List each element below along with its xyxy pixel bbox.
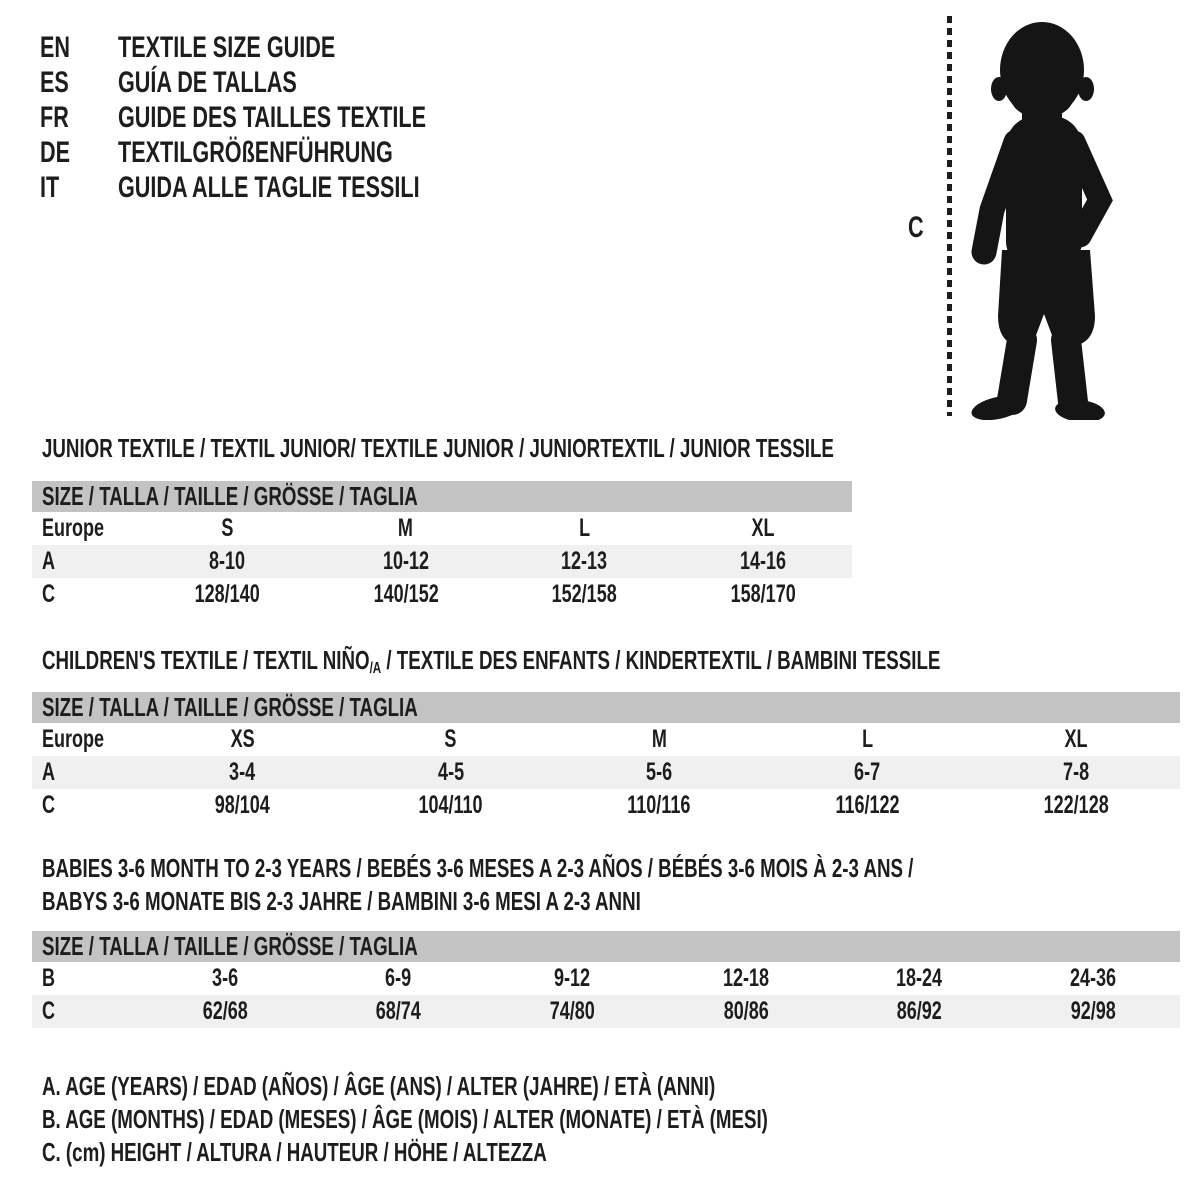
size-cell: 3-4 (229, 758, 256, 786)
height-measure-label: C (908, 211, 924, 244)
legend-line-a: A. AGE (YEARS) / EDAD (AÑOS) / ÂGE (ANS) / ALTER (JAHRE) / ETÀ (ANNI) (42, 1071, 716, 1101)
language-code: EN (40, 30, 71, 64)
table-row (32, 545, 852, 578)
guide-title-it: GUIDA ALLE TAGLIE TESSILI (118, 170, 420, 204)
size-cell: 62/68 (202, 997, 248, 1025)
size-cell: 10-12 (382, 547, 429, 575)
size-cell: L (578, 514, 590, 542)
guide-title-fr: GUIDE DES TAILLES TEXTILE (118, 100, 427, 134)
size-cell: 6-9 (385, 964, 412, 992)
height-measure-line (947, 16, 952, 416)
size-cell: S (221, 514, 234, 542)
size-cell: 12-18 (722, 964, 769, 992)
row-label: C (42, 997, 56, 1025)
language-code: FR (40, 100, 69, 134)
size-cell: 80/86 (723, 997, 769, 1025)
table-row (32, 723, 1180, 756)
toddler-silhouette-icon (962, 10, 1140, 420)
size-cell: 5-6 (645, 758, 672, 786)
legend (42, 1070, 1050, 1169)
size-cell: 152/158 (551, 580, 617, 608)
legend-line-c: C. (cm) HEIGHT / ALTURA / HAUTEUR / HÖHE / ALTEZZA (42, 1137, 547, 1167)
size-cell: 158/170 (730, 580, 796, 608)
size-cell: 116/122 (835, 791, 900, 819)
row-label: C (42, 791, 56, 819)
size-cell: S (444, 725, 457, 753)
size-cell: 92/98 (1070, 997, 1116, 1025)
babies-size-table (32, 962, 1180, 1028)
row-label: A (42, 758, 56, 786)
size-cell: XL (1064, 725, 1088, 753)
size-cell: 98/104 (214, 791, 270, 819)
table-row (32, 789, 1180, 822)
table-row (32, 512, 852, 545)
size-cell: 110/116 (627, 791, 691, 819)
language-row-fr (40, 100, 546, 135)
children-size-header-bar: SIZE / TALLA / TAILLE / GRÖSSE / TAGLIA (32, 692, 1180, 723)
babies-size-header-bar: SIZE / TALLA / TAILLE / GRÖSSE / TAGLIA (32, 931, 1180, 962)
children-size-table (32, 723, 1180, 822)
size-cell: 6-7 (854, 758, 881, 786)
size-cell: XS (230, 725, 255, 753)
table-row (32, 756, 1180, 789)
size-cell: 140/152 (373, 580, 439, 608)
size-cell: L (861, 725, 873, 753)
size-cell: 86/92 (896, 997, 942, 1025)
row-label: C (42, 580, 56, 608)
language-row-de (40, 135, 546, 170)
size-cell: 18-24 (896, 964, 943, 992)
size-cell: 104/110 (418, 791, 483, 819)
size-cell: 7-8 (1062, 758, 1089, 786)
babies-section-title (42, 852, 1200, 918)
language-row-es (40, 65, 546, 100)
language-row-en (40, 30, 546, 65)
legend-line-b: B. AGE (MONTHS) / EDAD (MESES) / ÂGE (MOIS) / ALTER (MONATE) / ETÀ (MESI) (42, 1104, 768, 1134)
children-section-title: CHILDREN'S TEXTILE / TEXTIL NIÑO/A / TEXTILE DES ENFANTS / KINDERTEXTIL / BAMBINI TESSILE (42, 645, 941, 678)
junior-size-table (32, 512, 852, 611)
size-cell: 4-5 (437, 758, 464, 786)
guide-title-es: GUÍA DE TALLAS (118, 65, 297, 99)
nino-a-subscript: /A (369, 659, 382, 678)
size-cell: XL (751, 514, 775, 542)
row-label: Europe (42, 725, 105, 753)
table-row (32, 995, 1180, 1028)
language-row-it (40, 170, 546, 205)
size-cell: 12-13 (561, 547, 608, 575)
row-label: B (42, 964, 56, 992)
row-label: A (42, 547, 56, 575)
size-cell: M (398, 514, 414, 542)
table-row (32, 962, 1180, 995)
junior-section-title: JUNIOR TEXTILE / TEXTIL JUNIOR/ TEXTILE JUNIOR / JUNIORTEXTIL / JUNIOR TESSILE (42, 433, 834, 463)
babies-title-line1: BABIES 3-6 MONTH TO 2-3 YEARS / BEBÉS 3-6 MESES A 2-3 AÑOS / BÉBÉS 3-6 MOIS À 2-3 ANS / (42, 853, 914, 883)
size-cell: 14-16 (739, 547, 786, 575)
size-cell: M (651, 725, 667, 753)
size-cell: 68/74 (375, 997, 422, 1025)
size-cell: 9-12 (554, 964, 591, 992)
table-row (32, 578, 852, 611)
row-label: Europe (42, 514, 105, 542)
language-code: IT (40, 170, 60, 204)
size-cell: 8-10 (209, 547, 246, 575)
guide-title-de: TEXTILGRÖßENFÜHRUNG (118, 135, 393, 169)
size-cell: 128/140 (194, 580, 260, 608)
language-list (40, 30, 546, 205)
size-cell: 24-36 (1070, 964, 1117, 992)
size-cell: 122/128 (1043, 791, 1109, 819)
junior-size-header-bar: SIZE / TALLA / TAILLE / GRÖSSE / TAGLIA (32, 481, 852, 512)
guide-title-en: TEXTILE SIZE GUIDE (118, 30, 336, 64)
language-code: ES (40, 65, 69, 99)
language-code: DE (40, 135, 71, 169)
babies-title-line2: BABYS 3-6 MONATE BIS 2-3 JAHRE / BAMBINI 3-6 MESI A 2-3 ANNI (42, 886, 641, 916)
size-cell: 3-6 (211, 964, 238, 992)
size-cell: 74/80 (549, 997, 595, 1025)
